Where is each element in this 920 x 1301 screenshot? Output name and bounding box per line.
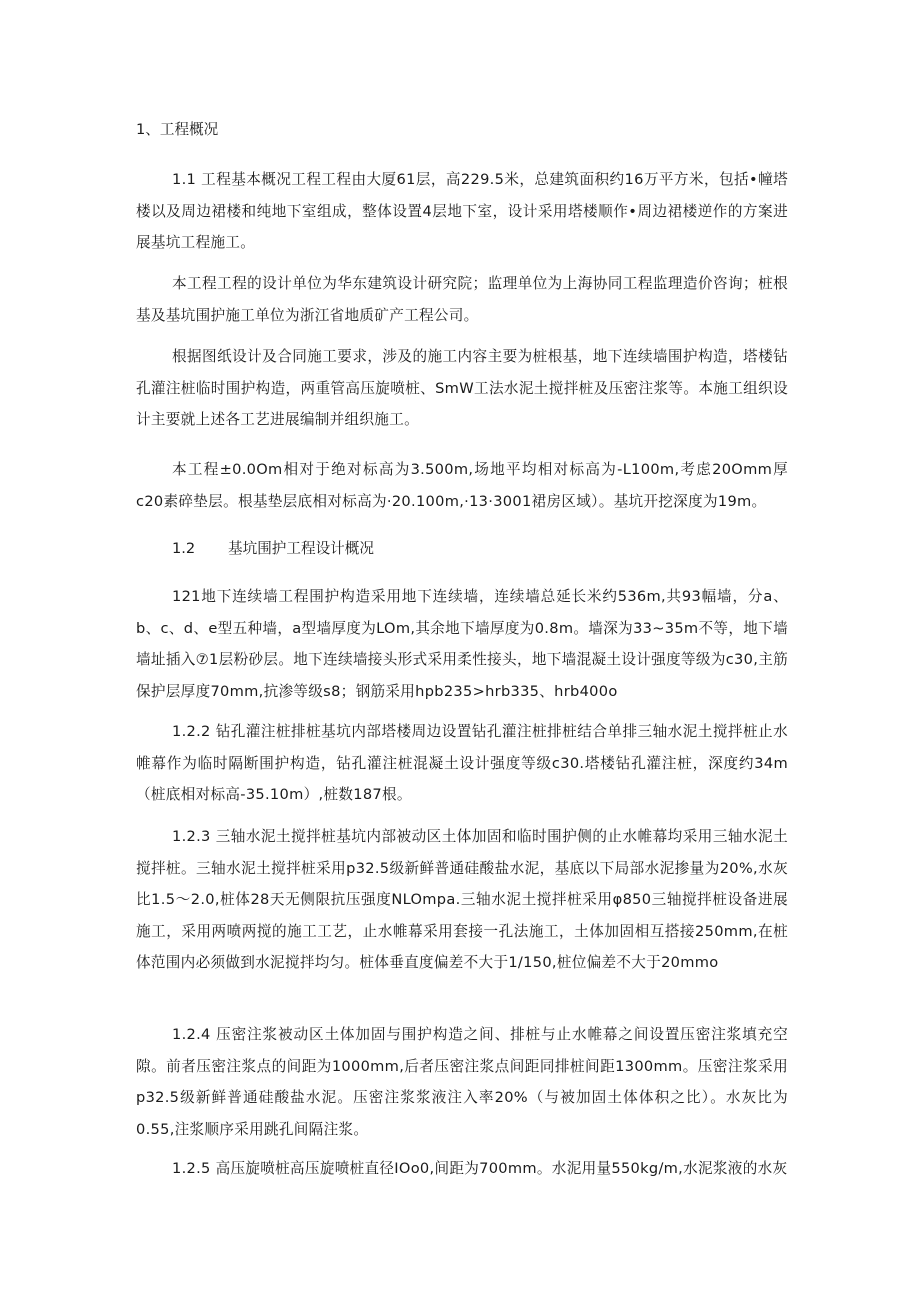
- paragraph-participating-units: 本工程工程的设计单位为华东建筑设计研究院；监理单位为上海协同工程监理造价咨询；桩根基及基坑围护施工单位为浙江省地质矿产工程公司。: [136, 275, 788, 324]
- paragraph-jet-grouting-piles: 1.2.5 高压旋喷桩高压旋喷桩直径IOo0,间距为700mm。水泥用量550kg∕m,水泥浆液的水灰: [172, 1160, 788, 1177]
- paragraph-diaphragm-wall: 121地下连续墙工程围护构造采用地下连续墙，连续墙总延长米约536m,共93幅墙，分a、b、c、d、e型五种墙，a型墙厚度为LOm,其余地下墙厚度为0.8m。墙深为33~35m不等，地下墙墙址插入⑦1层粉砂层。地下连续墙接头形式采用柔性接头，地下墙混凝土设计强度等级为c30,主筋保护层厚度70mm,抗渗等级s8；钢筋采用hpb235>hrb335、hrb400o: [136, 588, 788, 700]
- subsection-title: 基坑围护工程设计概况: [228, 540, 374, 557]
- subsection-number: 1.2: [172, 540, 196, 557]
- paragraph-triaxial-mixing-piles: 1.2.3 三轴水泥土搅拌桩基坑内部被动区土体加固和临时围护侧的止水帷幕均采用三轴水泥土搅拌桩。三轴水泥土搅拌桩采用p32.5级新鲜普通硅酸盐水泥，基底以下局部水泥掺量为20%,水灰比1.5～2.0,桩体28天无侧限抗压强度NLOmpa.三轴水泥土搅拌桩采用φ850三轴搅拌桩设备进展施工，采用两喷两搅的施工工艺，止水帷幕采用套接一孔法施工，土体加固相互搭接250mm,在桩体范围内必须做到水泥搅拌均匀。桩体垂直度偏差不大于1/150,桩位偏差不大于20mmo: [136, 828, 788, 971]
- paragraph-construction-scope: 根据图纸设计及合同施工要求，涉及的施工内容主要为桩根基，地下连续墙围护构造，塔楼钻孔灌注桩临时围护构造，两重管高压旋喷桩、SmW工法水泥土搅拌桩及压密注浆等。本施工组织设计主要就上述各工艺进展编制并组织施工。: [136, 348, 788, 428]
- paragraph-project-overview: 1.1 工程基本概况工程工程由大厦61层，高229.5米，总建筑面积约16万平方米，包括•幢塔楼以及周边裙楼和纯地下室组成，整体设置4层地下室，设计采用塔楼顺作•周边裙楼逆作的方案进展基坑工程施工。: [136, 171, 788, 251]
- paragraph-compaction-grouting: 1.2.4 压密注浆被动区土体加固与围护构造之间、排桩与止水帷幕之间设置压密注浆填充空隙。前者压密注浆点的间距为1000mm,后者压密注浆点间距同排桩间距1300mm。压密注浆采用p32.5级新鲜普通硅酸盐水泥。压密注浆浆液注入率20%（与被加固土体体积之比）。水灰比为0.55,注浆顺序采用跳孔间隔注浆。: [136, 1026, 788, 1138]
- subsection-heading-1-2: [172, 533, 374, 565]
- section-heading: 1、工程概况: [136, 121, 219, 138]
- paragraph-elevations: 本工程±0.0Om相对于绝对标高为3.500m,场地平均相对标高为-L100m,考虑20Omm厚c20素碎垫层。根基垫层底相对标高为·20.100m,·13·3001裙房区域）。基坑开挖深度为19m。: [136, 461, 788, 510]
- paragraph-bored-piles: 1.2.2 钻孔灌注桩排桩基坑内部塔楼周边设置钻孔灌注桩排桩结合单排三轴水泥土搅拌桩止水帷幕作为临时隔断围护构造，钻孔灌注桩混凝土设计强度等级c30.塔楼钻孔灌注桩，深度约34m（桩底相对标高-35.10m）,桩数187根。: [136, 723, 788, 803]
